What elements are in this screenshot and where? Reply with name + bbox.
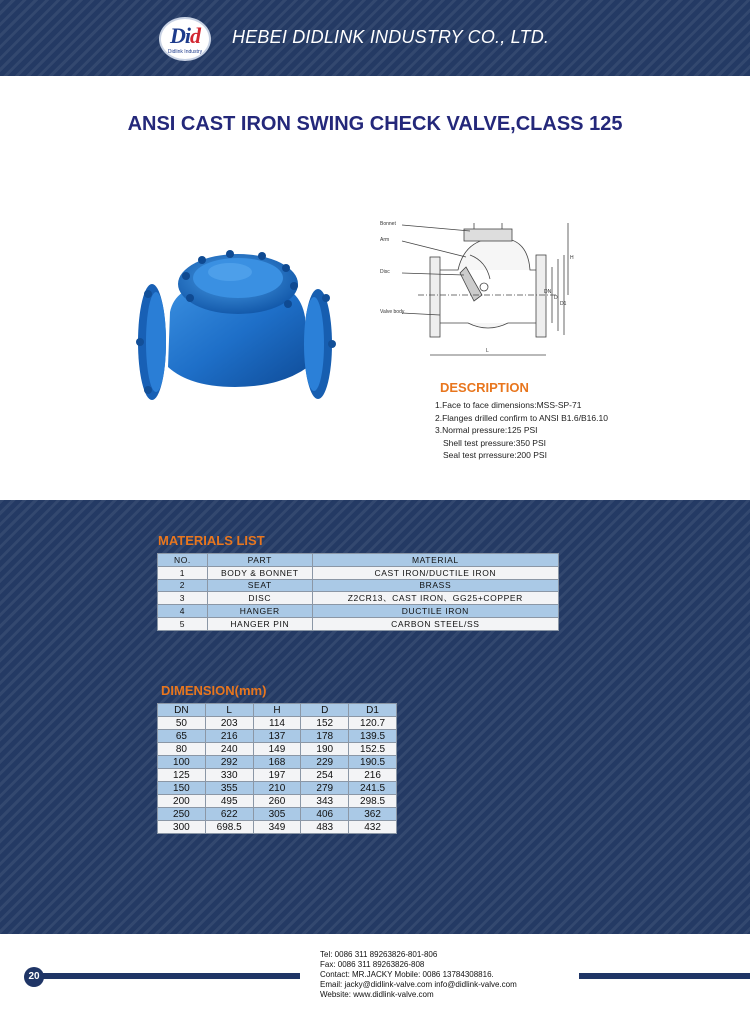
dimension-cell: 200 [158, 795, 206, 808]
logo-subtext: Didlink Industry [167, 49, 203, 55]
company-name: HEBEI DIDLINK INDUSTRY CO., LTD. [232, 27, 550, 47]
dimension-cell: 305 [253, 808, 301, 821]
dimension-cell: 343 [301, 795, 349, 808]
materials-cell: Z2CR13、CAST IRON、GG25+COPPER [312, 592, 558, 605]
table-row [158, 795, 397, 808]
contact-tel: Tel: 0086 311 89263826-801-806 [320, 950, 438, 959]
dimension-cell: 349 [253, 821, 301, 834]
contact-fax: Fax: 0086 311 89263826-808 [320, 960, 425, 969]
drawing-dim-h: H [570, 255, 574, 261]
header-banner [0, 0, 750, 76]
table-row [158, 592, 559, 605]
table-row [158, 618, 559, 631]
dimension-header-d1: D1 [349, 704, 397, 717]
dimension-cell: 240 [205, 743, 253, 756]
materials-cell: CARBON STEEL/SS [312, 618, 558, 631]
drawing-dim-d1: D1 [560, 301, 567, 307]
drawing-dim-d: D [554, 295, 558, 301]
description-item: 3.Normal pressure:125 PSI [435, 425, 538, 435]
contact-email: Email: jacky@didlink-valve.com info@didlink-valve.com [320, 980, 517, 989]
materials-header-material: MATERIAL [312, 554, 558, 567]
contact-block [320, 950, 517, 1000]
dimension-cell: 292 [205, 756, 253, 769]
dimension-cell: 229 [301, 756, 349, 769]
dimension-cell: 80 [158, 743, 206, 756]
table-row [158, 730, 397, 743]
table-row [158, 717, 397, 730]
dimension-header-dn: DN [158, 704, 206, 717]
dimension-cell: 298.5 [349, 795, 397, 808]
materials-cell: DUCTILE IRON [312, 605, 558, 618]
dimension-cell: 178 [301, 730, 349, 743]
footer-bar-right [579, 973, 750, 979]
dimension-cell: 260 [253, 795, 301, 808]
dimension-cell: 279 [301, 782, 349, 795]
materials-cell: BRASS [312, 579, 558, 592]
table-row [158, 782, 397, 795]
materials-cell: SEAT [207, 579, 312, 592]
contact-website: Website: www.didlink-valve.com [320, 990, 434, 999]
materials-header-part: PART [207, 554, 312, 567]
materials-cell: BODY & BONNET [207, 566, 312, 579]
description-item: 1.Face to face dimensions:MSS-SP-71 [435, 400, 582, 410]
drawing-dim-dn: DN [544, 289, 552, 295]
description-item: 2.Flanges drilled confirm to ANSI B1.6/B16.10 [435, 412, 608, 423]
dimension-cell: 254 [301, 769, 349, 782]
description-item: Seal test prressure:200 PSI [443, 450, 547, 460]
materials-header-row [158, 554, 559, 567]
dimension-cell: 362 [349, 808, 397, 821]
dimension-cell: 432 [349, 821, 397, 834]
dimension-cell: 210 [253, 782, 301, 795]
dimension-cell: 100 [158, 756, 206, 769]
dimension-cell: 622 [205, 808, 253, 821]
page-number: 20 [24, 967, 44, 987]
materials-cell: 4 [158, 605, 208, 618]
dimension-header-d: D [301, 704, 349, 717]
description-title: DESCRIPTION [440, 380, 529, 395]
table-row [158, 821, 397, 834]
valve-section-drawing [378, 215, 588, 365]
dimension-cell: 250 [158, 808, 206, 821]
dimension-cell: 152 [301, 717, 349, 730]
materials-cell: 1 [158, 566, 208, 579]
dimension-cell: 65 [158, 730, 206, 743]
dimension-cell: 114 [253, 717, 301, 730]
dimension-cell: 168 [253, 756, 301, 769]
dimension-cell: 241.5 [349, 782, 397, 795]
dimension-cell: 139.5 [349, 730, 397, 743]
table-row [158, 769, 397, 782]
dimension-cell: 125 [158, 769, 206, 782]
materials-cell: CAST IRON/DUCTILE IRON [312, 566, 558, 579]
valve-product-photo [130, 232, 340, 407]
dimension-title: DIMENSION(mm) [161, 683, 267, 698]
table-row [158, 579, 559, 592]
materials-cell: HANGER PIN [207, 618, 312, 631]
dimension-cell: 190 [301, 743, 349, 756]
materials-title: MATERIALS LIST [158, 533, 265, 548]
drawing-label-arm: Arm [380, 237, 390, 243]
materials-cell: 3 [158, 592, 208, 605]
dimension-cell: 203 [205, 717, 253, 730]
table-row [158, 743, 397, 756]
dimension-cell: 698.5 [205, 821, 253, 834]
dimension-cell: 330 [205, 769, 253, 782]
dimension-cell: 137 [253, 730, 301, 743]
table-row [158, 808, 397, 821]
table-row [158, 756, 397, 769]
description-list [435, 399, 608, 462]
dimension-cell: 216 [349, 769, 397, 782]
drawing-label-bonnet: Bonnet [380, 221, 396, 227]
materials-cell: 5 [158, 618, 208, 631]
materials-table [157, 553, 559, 631]
table-row [158, 605, 559, 618]
dimension-cell: 120.7 [349, 717, 397, 730]
dimension-cell: 149 [253, 743, 301, 756]
materials-cell: 2 [158, 579, 208, 592]
materials-cell: DISC [207, 592, 312, 605]
dimension-header-row [158, 704, 397, 717]
company-logo [159, 17, 211, 61]
dimension-cell: 300 [158, 821, 206, 834]
dimension-cell: 150 [158, 782, 206, 795]
dimension-cell: 152.5 [349, 743, 397, 756]
dimension-cell: 406 [301, 808, 349, 821]
dimension-header-h: H [253, 704, 301, 717]
drawing-dim-l: L [486, 348, 489, 354]
logo-mark: Did [170, 23, 200, 48]
dimension-header-l: L [205, 704, 253, 717]
contact-person: Contact: MR.JACKY Mobile: 0086 13784308816. [320, 970, 494, 979]
dimension-cell: 190.5 [349, 756, 397, 769]
description-item: Shell test pressure:350 PSI [443, 437, 547, 448]
materials-cell: HANGER [207, 605, 312, 618]
table-row [158, 566, 559, 579]
footer-bar-left [34, 973, 300, 979]
materials-header-no: NO. [158, 554, 208, 567]
dimension-cell: 495 [205, 795, 253, 808]
drawing-label-valve-body: Valve body [380, 309, 405, 315]
drawing-label-disc: Disc [380, 269, 390, 275]
dimension-cell: 483 [301, 821, 349, 834]
dimension-cell: 50 [158, 717, 206, 730]
dimension-cell: 197 [253, 769, 301, 782]
dimension-table [157, 703, 397, 834]
dimension-cell: 355 [205, 782, 253, 795]
dimension-cell: 216 [205, 730, 253, 743]
page-title: ANSI CAST IRON SWING CHECK VALVE,CLASS 125 [127, 113, 623, 135]
